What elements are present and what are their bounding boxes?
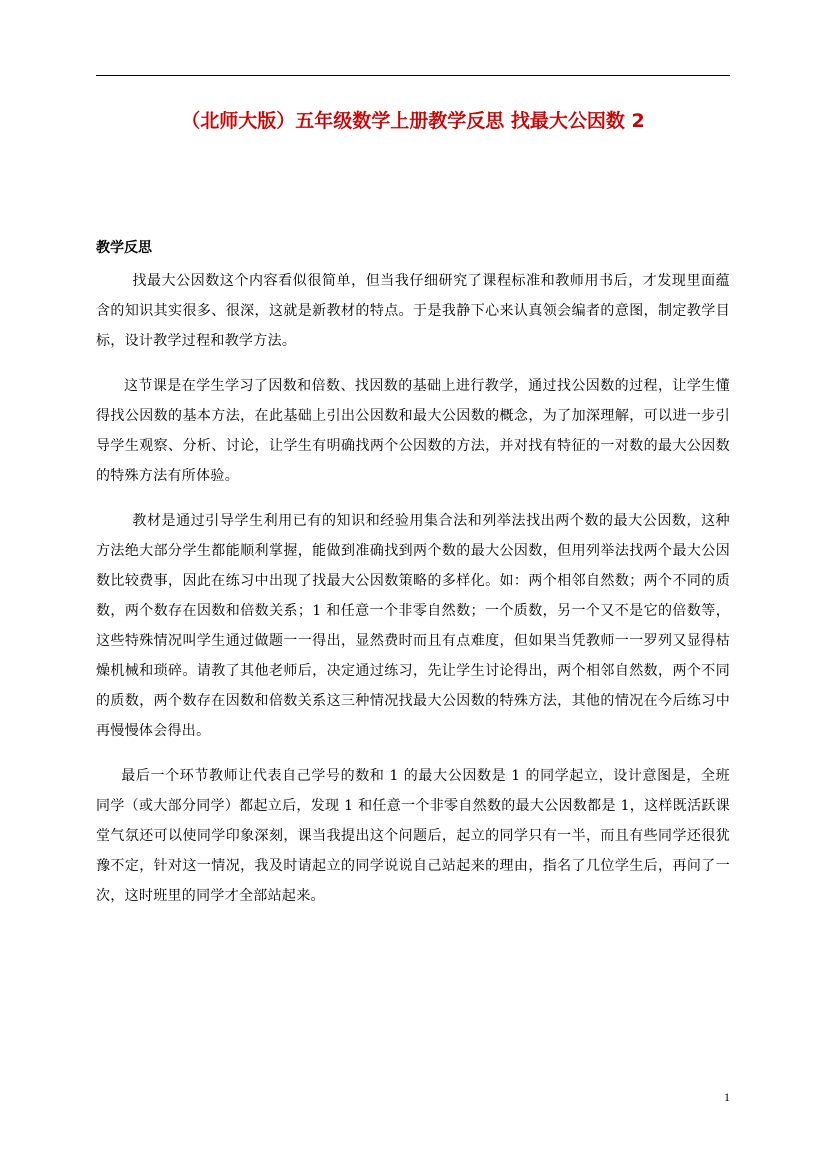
header-rule: [96, 75, 730, 76]
body-text: [96, 266, 730, 926]
paragraph-2: 这节课是在学生学习了因数和倍数、找因数的基础上进行教学，通过找公因数的过程，让学生懂得找公因数的基本方法，在此基础上引出公因数和最大公因数的概念，为了加深理解，可以进一步引导学生观察、分析、讨论，让学生有明确找两个公因数的方法，并对找有特征的一对数的最大公因数的特殊方法有所体验。: [96, 378, 730, 484]
page-number: 1: [724, 1090, 730, 1104]
section-heading: 教学反思: [96, 240, 152, 256]
paragraph-3: 教材是通过引导学生利用已有的知识和经验用集合法和列举法找出两个数的最大公因数，这种方法绝大部分学生都能顺利掌握，能做到准确找到两个数的最大公因数，但用列举法找两个最大公因数比较费事，因此在练习中出现了找最大公因数策略的多样化。如：两个相邻自然数；两个不同的质数，两个数存在因数和倍数关系；1 和任意一个非零自然数；一个质数，另一个又不是它的倍数等，这些特殊情况叫学生通过做题一一得出，显然费时而且有点难度，但如果当凭教师一一罗列又显得枯燥机械和琐碎。请教了其他老师后，决定通过练习，先让学生讨论得出，两个相邻自然数，两个不同的质数，两个数存在因数和倍数关系这三种情况找最大公因数的特殊方法，其他的情况在今后练习中再慢慢体会得出。: [96, 513, 730, 739]
paragraph-4: 最后一个环节教师让代表自己学号的数和 1 的最大公因数是 1 的同学起立，设计意图是，全班同学（或大部分同学）都起立后，发现 1 和任意一个非零自然数的最大公因数都是 1，这样既活跃课堂气氛还可以使同学印象深刻，课当我提出这个问题后，起立的同学只有一半，而且有些同学还很犹豫不定，针对这一情况，我及时请起立的同学说说自己站起来的理由，指名了几位学生后，再问了一次，这时班里的同学才全部站起来。: [96, 768, 730, 904]
document-title: （北师大版）五年级数学上册教学反思 找最大公因数 2: [181, 110, 645, 132]
paragraph-1: 找最大公因数这个内容看似很简单，但当我仔细研究了课程标准和教师用书后，才发现里面蕴含的知识其实很多、很深，这就是新教材的特点。于是我静下心来认真领会编者的意图，制定教学目标，设计教学过程和教学方法。: [96, 273, 730, 349]
